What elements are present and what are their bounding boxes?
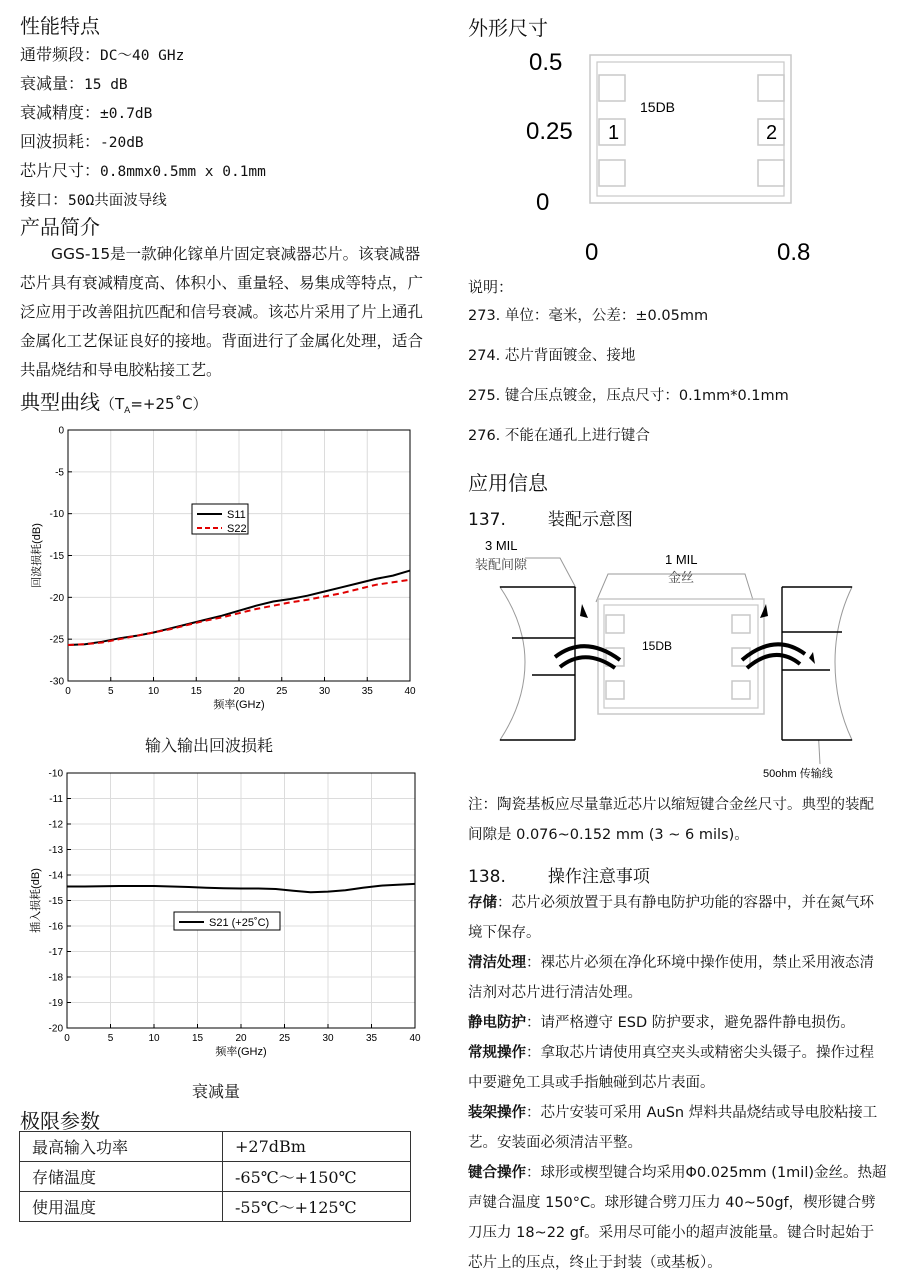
attenuation-chart <box>0 762 440 1067</box>
x-tick-label: 35 <box>361 686 373 697</box>
feature-line <box>20 42 184 65</box>
curves-condition: $(T_A=+25˚C)$ <box>100 395 208 416</box>
legend-label: S21 (+25˚C) <box>209 917 270 929</box>
limit-value: -55℃～+125℃ <box>223 1192 411 1222</box>
y-tick-label: -16 <box>48 921 63 933</box>
port2-label: 2 <box>766 122 778 144</box>
wire-value: 1 MIL <box>665 552 698 567</box>
wire-label: 金丝 <box>668 570 695 585</box>
handling-title: 操作注意事项 <box>547 867 650 887</box>
pad <box>599 75 625 101</box>
limits-table <box>19 1131 411 1222</box>
note-item: 273. 单位：毫米，公差：±0.05mm <box>468 308 709 324</box>
feature-value: -20dB <box>100 135 144 151</box>
x-tick-label: 15 <box>191 1033 204 1044</box>
x-tick-label: 5 <box>107 686 114 697</box>
return-loss-caption: 输入输出回波损耗 <box>145 736 274 755</box>
diagram-chip-label: 15DB <box>642 639 673 653</box>
y-tick-label: -19 <box>48 998 63 1009</box>
x-tick-label: 10 <box>147 686 160 697</box>
x-tick-label: 0 <box>65 686 71 697</box>
x-tick-label: 40 <box>409 1033 421 1044</box>
pad <box>758 160 784 186</box>
chip-outline <box>598 599 764 714</box>
x-tick-label: 30 <box>318 686 331 697</box>
feature-label: 衰减量： <box>20 74 85 93</box>
y-tick-label: -13 <box>48 845 63 856</box>
y-tick-label: -20 <box>48 1023 63 1035</box>
feature-line <box>20 100 152 123</box>
application-heading: 应用信息 <box>468 471 548 495</box>
handling-subheading <box>468 862 650 887</box>
y-tick-label: -15 <box>49 551 64 562</box>
y-tick-label: -25 <box>49 634 64 646</box>
notes-heading: 说明： <box>468 278 514 296</box>
assembly-subheading <box>468 505 633 530</box>
handling-number: 138. <box>468 867 506 887</box>
feature-value: DC～40 GHz <box>100 48 185 64</box>
legend-label: S22 <box>227 523 247 535</box>
x-tick-label: 30 <box>322 1033 334 1044</box>
x-tick-label: 25 <box>276 686 288 697</box>
x-tick-label: 40 <box>404 686 416 697</box>
feature-label: 衰减精度： <box>20 103 101 122</box>
limit-param: 使用温度 <box>20 1192 223 1222</box>
y-tick-label: -10 <box>48 768 63 780</box>
x-axis-label: 频率(GHz) <box>215 1046 267 1058</box>
y-tick-label: -14 <box>48 870 63 882</box>
x-tick-label: 35 <box>365 1033 378 1044</box>
x-tick-label: 0 <box>64 1033 70 1044</box>
outline-x-tick-right: 0.8 <box>777 239 811 266</box>
y-tick-label: -18 <box>48 972 63 984</box>
feature-label: 芯片尺寸： <box>20 161 101 180</box>
pad <box>758 75 784 101</box>
line-label: 50ohm 传输线 <box>763 768 833 780</box>
curves-title: 典型曲线 <box>20 390 100 414</box>
intro-paragraph: GGS-15是一款砷化镓单片固定衰减器芯片。该衰减器芯片具有衰减精度高、体积小、重量轻、易集成等特点，广泛应用于改善阻抗匹配和信号衰减。该芯片采用了片上通孔金属化工艺保证良好的接地。背面进行了金属化处理，适合共晶烧结和导电胶粘接工艺。 <box>20 245 424 379</box>
feature-value: 50Ω共面波导线 <box>68 193 167 209</box>
assembly-title: 装配示意图 <box>547 510 633 530</box>
table-row <box>20 1132 411 1162</box>
y-tick-label: -10 <box>49 509 64 521</box>
x-tick-label: 10 <box>148 1033 160 1044</box>
handling-paragraphs <box>468 888 888 1278</box>
outline-heading: 外形尺寸 <box>468 16 548 40</box>
outline-y-tick-bottom: 0 <box>536 189 550 216</box>
x-axis-label: 频率(GHz) <box>213 699 265 711</box>
outline-x-tick-left: 0 <box>585 239 599 266</box>
y-tick-label: -5 <box>55 467 64 479</box>
feature-line <box>20 158 266 181</box>
feature-line <box>20 129 144 152</box>
feature-value: 15 dB <box>84 77 128 93</box>
limits-heading: 极限参数 <box>20 1109 100 1133</box>
assembly-note: 注：陶瓷基板应尽量靠近芯片以缩短键合金丝尺寸。典型的装配间隙是 0.076~0.152 mm (3 ~ 6 mils)。 <box>468 797 874 843</box>
table-row <box>20 1192 411 1222</box>
table-row <box>20 1162 411 1192</box>
para-bonding: 键合操作：球形或楔型键合均采用Φ0.025mm (1mil)金丝。热超声键合温度 150°C。球形键合劈刀压力 40~50gf，楔形键合劈刀压力 18~22 gf。采用尽可能小的超声波能量。键合时起始于芯片上的压点，终止于封装（或基板）。 <box>468 1165 887 1271</box>
outline-drawing <box>500 38 830 273</box>
y-tick-label: 0 <box>58 425 64 437</box>
pad <box>599 160 625 186</box>
assembly-number: 137. <box>468 510 506 530</box>
curves-heading <box>20 386 208 416</box>
y-tick-label: -12 <box>48 819 63 831</box>
gap-label: 装配间隙 <box>475 557 528 572</box>
chip-label: 15DB <box>640 99 676 115</box>
feature-value: ±0.7dB <box>100 106 153 122</box>
return-loss-chart <box>0 418 440 718</box>
intro-heading: 产品简介 <box>20 215 100 239</box>
limit-value: -65℃～+150℃ <box>223 1162 411 1192</box>
limit-param: 最高输入功率 <box>20 1132 223 1162</box>
para-esd: 静电防护：请严格遵守 ESD 防护要求，避免器件静电损伤。 <box>468 1015 855 1031</box>
note-item: 275. 键合压点镀金，压点尺寸：0.1mm*0.1mm <box>468 388 789 404</box>
feature-value: 0.8mmx0.5mm x 0.1mm <box>100 164 266 180</box>
port1-label: 1 <box>608 122 620 144</box>
chip-outline <box>590 55 791 203</box>
para-cleaning: 清洁处理：裸芯片必须在净化环境中操作使用，禁止采用液态清洁剂对芯片进行清洁处理。 <box>468 955 874 1001</box>
y-tick-label: -15 <box>48 896 63 907</box>
para-handling: 常规操作：拿取芯片请使用真空夹头或精密尖头镊子。操作过程中要避免工具或手指触碰到芯片表面。 <box>468 1045 874 1091</box>
note-item: 276. 不能在通孔上进行键合 <box>468 428 650 444</box>
features-heading: 性能特点 <box>20 14 100 38</box>
x-tick-label: 20 <box>233 686 245 697</box>
y-axis-label: 插入损耗(dB) <box>30 868 42 933</box>
note-item: 274. 芯片背面镀金、接地 <box>468 348 636 364</box>
y-tick-label: -11 <box>49 794 63 805</box>
outline-y-tick-mid: 0.25 <box>526 118 573 145</box>
assembly-diagram <box>470 532 890 790</box>
feature-label: 接口： <box>20 190 69 209</box>
y-tick-label: -17 <box>48 947 63 958</box>
feature-line <box>20 187 167 210</box>
x-tick-label: 25 <box>278 1033 291 1044</box>
para-mounting: 装架操作：芯片安装可采用 AuSn 焊料共晶烧结或导电胶粘接工艺。安装面必须清洁平整。 <box>468 1105 878 1151</box>
x-tick-label: 5 <box>107 1033 114 1044</box>
y-tick-label: -20 <box>49 592 64 604</box>
y-axis-label: 回波损耗(dB) <box>31 523 43 588</box>
legend-label: S11 <box>227 509 246 521</box>
outline-y-tick-top: 0.5 <box>529 49 563 76</box>
attenuation-caption: 衰减量 <box>192 1082 241 1101</box>
gap-leader <box>525 558 576 588</box>
x-tick-label: 15 <box>190 686 202 697</box>
x-tick-label: 20 <box>235 1033 247 1044</box>
limit-value: +27dBm <box>223 1132 411 1162</box>
y-tick-label: -30 <box>49 676 64 688</box>
right-substrate <box>782 587 852 740</box>
feature-label: 通带频段： <box>20 45 101 64</box>
gap-value: 3 MIL <box>485 538 518 553</box>
feature-line <box>20 71 128 94</box>
feature-label: 回波损耗： <box>20 132 101 151</box>
para-storage: 存储：芯片必须放置于具有静电防护功能的容器中，并在氮气环境下保存。 <box>468 895 874 941</box>
limit-param: 存储温度 <box>20 1162 223 1192</box>
